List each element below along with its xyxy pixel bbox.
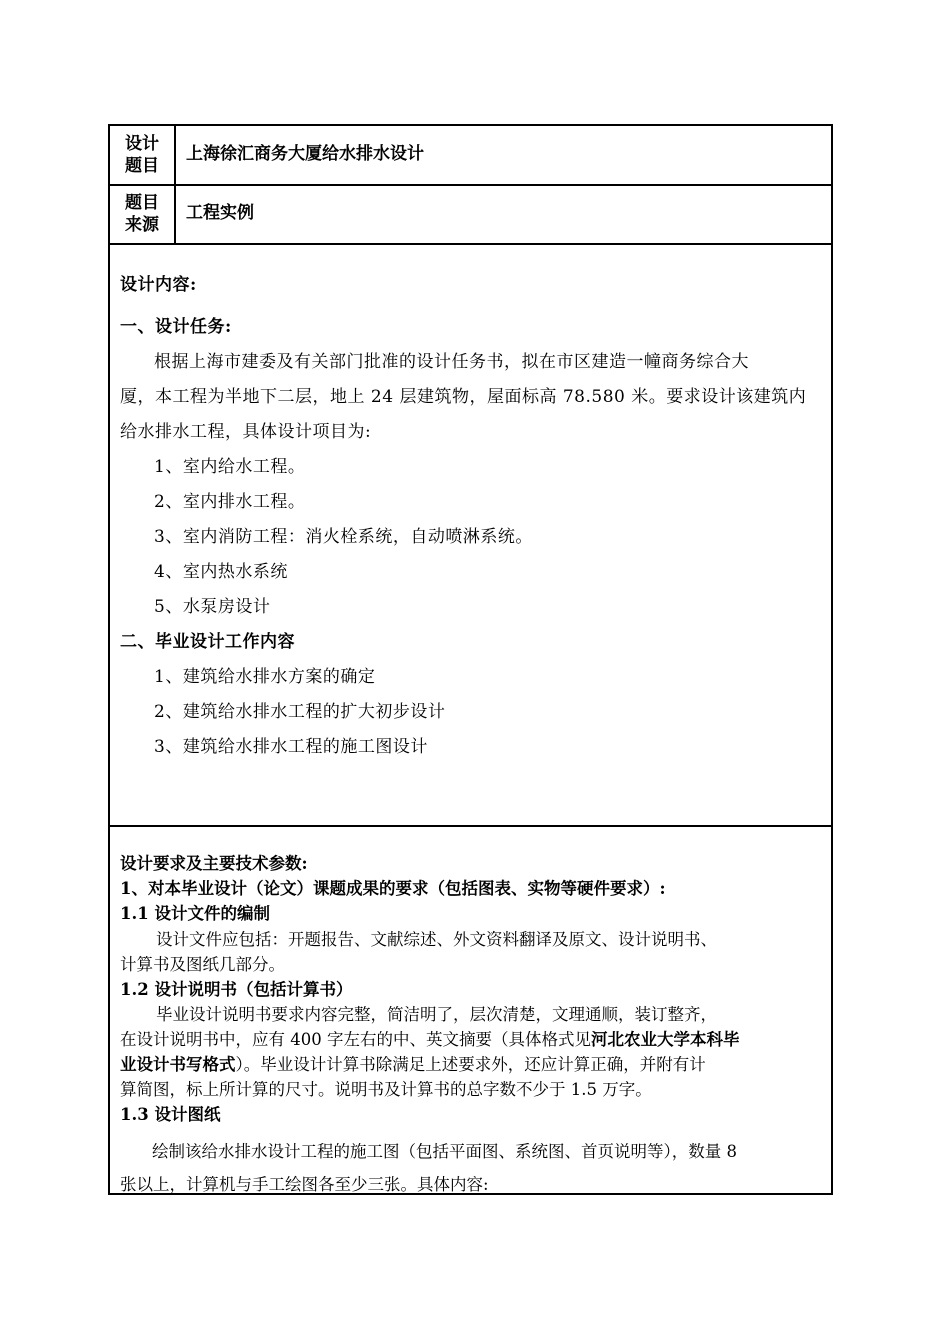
sub2-line4: 算简图，标上所计算的尺寸。说明书及计算书的总字数不少于 1.5 万字。 bbox=[120, 1080, 652, 1099]
subsection-title: 1.3 设计图纸 bbox=[120, 1105, 221, 1124]
list-item: 1、室内给水工程。 bbox=[154, 457, 306, 477]
sub1-line1: 设计文件应包括：开题报告、文献综述、外文资料翻译及原文、设计说明书、 bbox=[156, 930, 717, 949]
subsection-title: 1.1 设计文件的编制 bbox=[120, 904, 270, 923]
list-item: 5、水泵房设计 bbox=[154, 597, 271, 617]
table-column-divider bbox=[174, 126, 176, 243]
sub2-line2-text: 在设计说明书中，应有 400 字左右的中、英文摘要（具体格式见 bbox=[120, 1030, 591, 1049]
section2-title: 二、毕业设计工作内容 bbox=[120, 632, 295, 652]
sub2-line2 bbox=[120, 1032, 739, 1049]
list-item: 4、室内热水系统 bbox=[154, 562, 288, 582]
format-reference-cont: 业设计书写格式 bbox=[120, 1055, 236, 1074]
table-divider bbox=[110, 184, 831, 186]
section1-title: 一、设计任务: bbox=[120, 317, 232, 337]
format-reference: 河北农业大学本科毕 bbox=[590, 1030, 740, 1049]
list-item: 3、建筑给水排水工程的施工图设计 bbox=[154, 737, 428, 757]
sub2-line3 bbox=[120, 1057, 706, 1074]
para1-line2: 厦，本工程为半地下二层，地上 24 层建筑物，屋面标高 78.580 米。要求设计该建筑内 bbox=[120, 387, 807, 407]
list-item: 2、室内排水工程。 bbox=[154, 492, 306, 512]
sub3-line2: 张以上，计算机与手工绘图各至少三张。具体内容: bbox=[120, 1175, 489, 1194]
subsection-title: 1.2 设计说明书（包括计算书） bbox=[120, 980, 353, 999]
content-heading: 设计内容: bbox=[120, 275, 197, 295]
table-divider bbox=[110, 825, 831, 827]
requirements-heading: 设计要求及主要技术参数: bbox=[120, 854, 308, 873]
para1-line3: 给水排水工程，具体设计项目为: bbox=[120, 422, 372, 442]
row1-label: 设计 题目 bbox=[125, 134, 159, 176]
sub2-line1: 毕业设计说明书要求内容完整，简洁明了，层次清楚，文理通顺，装订整齐， bbox=[156, 1005, 717, 1024]
sub1-line2: 计算书及图纸几部分。 bbox=[120, 955, 285, 974]
sub2-line3-text: ）。毕业设计计算书除满足上述要求外，还应计算正确，并附有计 bbox=[235, 1055, 706, 1074]
list-item: 1、建筑给水排水方案的确定 bbox=[154, 667, 376, 687]
row2-label: 题目 来源 bbox=[125, 193, 159, 235]
sub3-line1: 绘制该给水排水设计工程的施工图（包括平面图、系统图、首页说明等），数量 8 bbox=[152, 1142, 737, 1161]
task-table bbox=[108, 124, 833, 1195]
topic-source-value: 工程实例 bbox=[186, 203, 254, 223]
list-item: 2、建筑给水排水工程的扩大初步设计 bbox=[154, 702, 446, 722]
design-title-value: 上海徐汇商务大厦给水排水设计 bbox=[186, 144, 424, 164]
requirement-1: 1、对本毕业设计（论文）课题成果的要求（包括图表、实物等硬件要求）: bbox=[120, 879, 666, 898]
para1-line1: 根据上海市建委及有关部门批准的设计任务书，拟在市区建造一幢商务综合大 bbox=[154, 352, 749, 372]
table-divider bbox=[110, 243, 831, 245]
list-item: 3、室内消防工程：消火栓系统，自动喷淋系统。 bbox=[154, 527, 533, 547]
